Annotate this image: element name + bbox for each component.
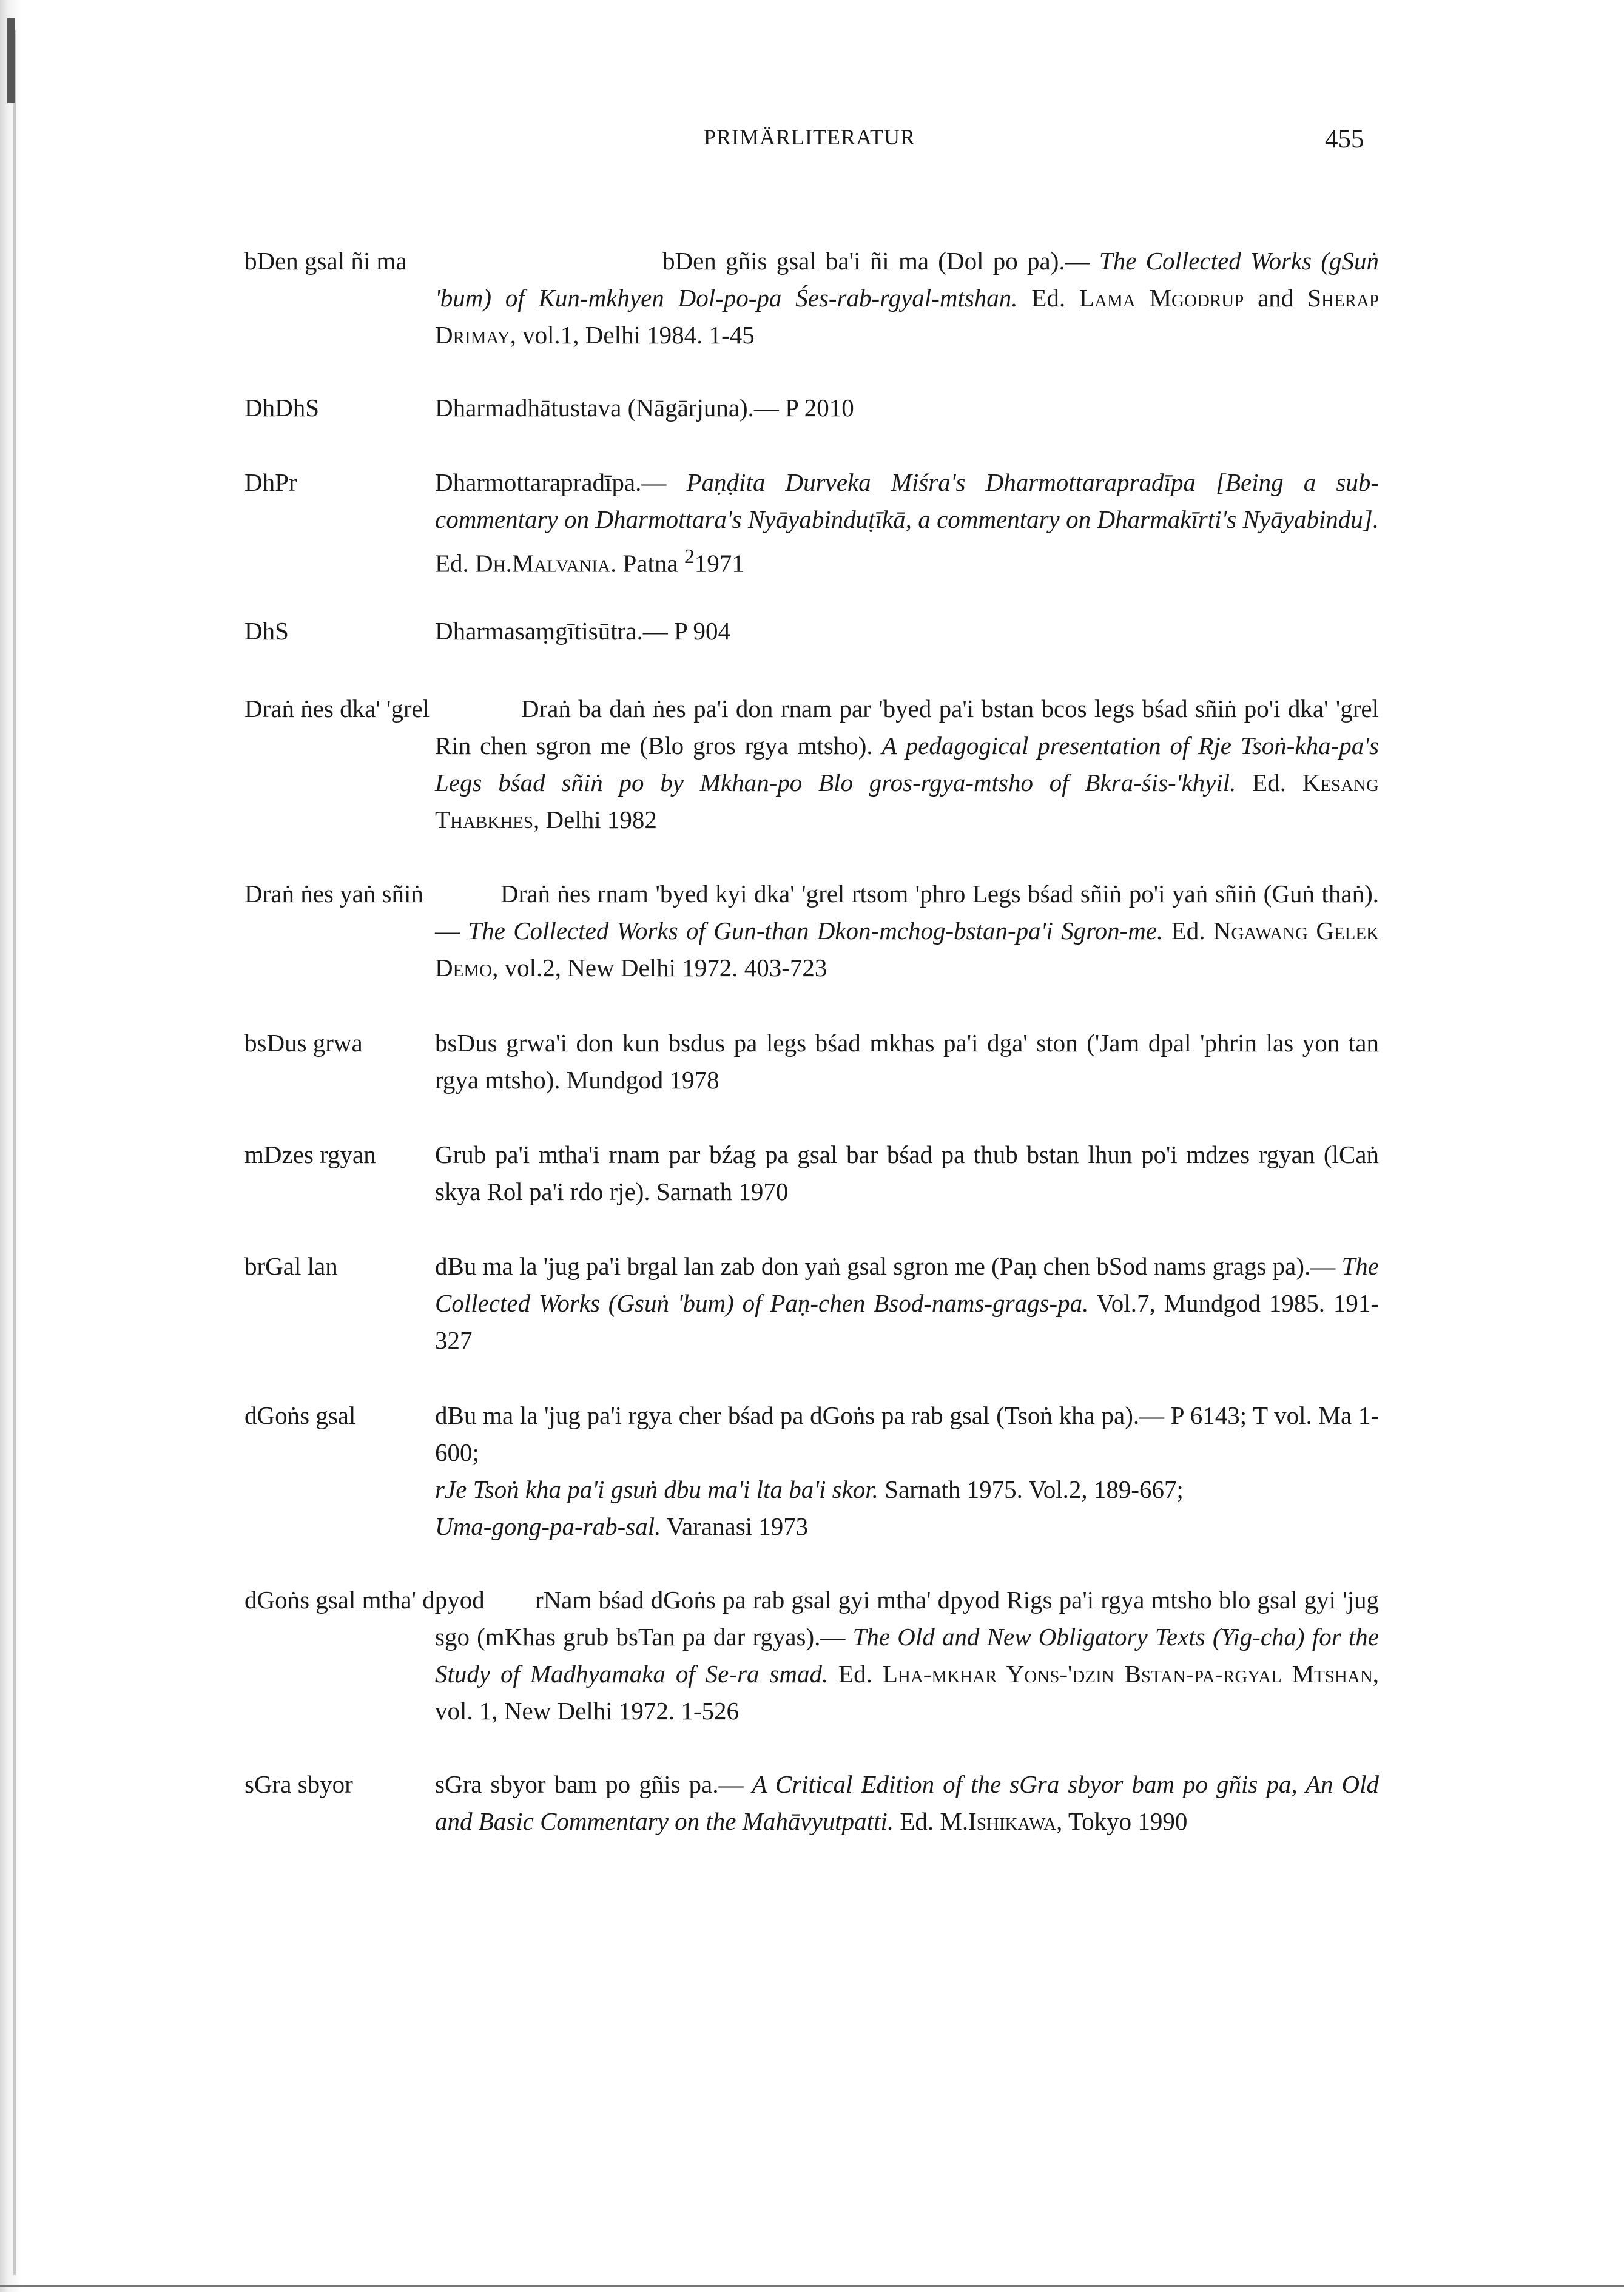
entry-title-italic: A pedagogical presentation of Rje Tsoṅ-kha-pa's Legs bśad sñiṅ po by Mkhan-po Blo gros-rgya-mtsho of Bkra-śis-'khyil. <box>435 732 1380 797</box>
entry-text: Sarnath 1975. Vol.2, 189-667; <box>878 1475 1184 1503</box>
entry-abbreviation: dGoṅs gsal mtha' dpyod <box>244 1586 485 1614</box>
bibliography-entry <box>244 464 1379 582</box>
entry-description <box>435 1766 1379 1840</box>
entry-text: Ed. <box>435 549 476 578</box>
entry-title-italic: The Collected Works of Gun-than Dkon-mchog-bstan-pa'i Sgron-me. <box>468 917 1164 945</box>
entry-text: dBu ma la 'jug pa'i brgal lan zab don yaṅ gsal sgron me (Paṇ chen bSod nams grags pa).— <box>435 1252 1342 1280</box>
entry-description <box>435 1025 1379 1099</box>
bibliography-entry <box>244 1582 1379 1730</box>
entry-description <box>435 613 1379 650</box>
entry-line <box>435 1471 1379 1508</box>
entry-text: Dharmadhātustava (Nāgārjuna).— P 2010 <box>435 394 854 422</box>
entry-text: . Patna <box>610 549 684 578</box>
entry-abbreviation: Draṅ ṅes yaṅ sñiṅ <box>244 880 423 908</box>
entry-abbreviation: DhDhS <box>244 394 320 422</box>
entry-text: Ed. <box>1017 284 1080 312</box>
entry-description <box>435 464 1379 582</box>
entry-abbreviation: DhPr <box>244 468 297 496</box>
entry-text: bDen gñis gsal ba'i ñi ma (Dol po pa).— <box>662 247 1099 275</box>
entry-text: and <box>1244 284 1308 312</box>
entry-abbreviation: mDzes rgyan <box>244 1141 376 1168</box>
binding-shadow <box>0 0 22 2292</box>
page-bottom-edge <box>0 2285 1624 2287</box>
entry-text: Varanasi 1973 <box>661 1512 809 1540</box>
entry-text: 2 <box>684 545 695 568</box>
entry-title-italic: rJe Tsoṅ kha pa'i gsuṅ dbu ma'i lta ba'i skor. <box>435 1475 878 1503</box>
entry-text: 1971 <box>694 549 744 578</box>
bibliography-entry <box>244 875 1379 986</box>
entry-text: sGra sbyor bam po gñis pa.— <box>435 1770 752 1798</box>
bibliography-entry <box>244 1248 1379 1359</box>
entry-title-italic: Uma-gong-pa-rab-sal. <box>435 1512 661 1540</box>
entry-title-italic: The Old and New Obligatory Texts (Yig-cha) for the Study of Madhyamaka of Se-ra smad. <box>435 1623 1379 1688</box>
entry-title-italic: The Collected Works (gSuṅ 'bum) of Kun-mkhyen Dol-po-pa Śes-rab-rgyal-mtshan. <box>435 247 1379 312</box>
entry-text: , Delhi 1982 <box>533 806 657 834</box>
entry-text: Ed. <box>1163 917 1213 945</box>
entry-editor-name: Ngawang Gelek Demo <box>435 917 1380 982</box>
bibliography-entry <box>244 243 1379 354</box>
entry-description <box>435 1397 1379 1545</box>
entry-description <box>435 1248 1379 1359</box>
entry-abbreviation: bsDus grwa <box>244 1029 363 1057</box>
entry-text: Vol.7, Mundgod 1985. 191-327 <box>435 1289 1379 1354</box>
bibliography-entry <box>244 1766 1379 1840</box>
entry-description <box>435 690 1379 838</box>
entry-editor-name: Sherap Drimay <box>435 284 1380 349</box>
entry-editor-name: Kesang Thabkhes <box>435 769 1379 834</box>
bibliography-entry <box>244 1397 1379 1545</box>
entry-text: dBu ma la 'jug pa'i rgya cher bśad pa dGoṅs pa rab gsal (Tsoṅ kha pa).— P 6143; T vol. Ma 1-600; <box>435 1401 1379 1466</box>
entry-abbreviation: Draṅ ṅes dka' 'grel <box>244 695 430 723</box>
entry-text: , vol.1, Delhi 1984. 1-45 <box>510 321 755 349</box>
entry-line <box>435 1508 1379 1545</box>
bibliography-entry <box>244 389 1379 426</box>
entry-title-italic: Paṇḍita Durveka Miśra's Dharmottarapradīpa [Being a sub-commentary on Dharmottara's Nyāyabinduṭīkā, a commentary on Dharmakīrti's Nyāyabindu]. <box>435 468 1379 533</box>
bibliography-entry <box>244 1025 1379 1099</box>
entry-editor-name: Dh.Malvania <box>475 549 610 578</box>
entry-line <box>435 1397 1379 1471</box>
entry-description <box>435 243 1379 354</box>
entry-text: Draṅ ṅes rnam 'byed kyi dka' 'grel rtsom 'phro Legs bśad sñiṅ po'i yaṅ sñiṅ (Guṅ thaṅ).— <box>435 880 1379 945</box>
entry-abbreviation: brGal lan <box>244 1252 338 1280</box>
entry-description <box>435 389 1379 426</box>
entry-editor-name: Lha-mkhar Yons-'dzin Bstan-pa-rgyal Mtshan <box>882 1660 1373 1688</box>
entry-text: Draṅ ba daṅ ṅes pa'i don rnam par 'byed pa'i bstan bcos legs bśad sñiṅ po'i dka' 'grel Rin chen sgron me (Blo gros rgya mtsho). <box>435 695 1379 760</box>
entry-text: Grub pa'i mtha'i rnam par bźag pa gsal bar bśad pa thub bstan lhun po'i mdzes rgyan (lCaṅ skya Rol pa'i rdo rje). Sarnath 1970 <box>435 1141 1379 1205</box>
entry-text: , Tokyo 1990 <box>1056 1807 1188 1835</box>
bibliography-entry <box>244 690 1379 838</box>
entry-description <box>435 1136 1379 1210</box>
entry-text: Ed. <box>828 1660 883 1688</box>
entry-title-italic: A Critical Edition of the sGra sbyor bam po gñis pa, An Old and Basic Commentary on the Mahāvyutpatti. <box>435 1770 1379 1835</box>
entry-abbreviation: dGoṅs gsal <box>244 1401 356 1429</box>
entry-description <box>435 1582 1379 1730</box>
entry-title-italic: The Collected Works (Gsuṅ 'bum) of Paṇ-chen Bsod-nams-grags-pa. <box>435 1252 1379 1317</box>
bibliography-entry <box>244 613 1379 650</box>
entry-text: Ed. <box>1236 769 1302 797</box>
bibliography-entry <box>244 1136 1379 1210</box>
entry-text: rNam bśad dGoṅs pa rab gsal gyi mtha' dpyod Rigs pa'i rgya mtsho blo gsal gyi 'jug sgo (mKhas grub bsTan pa dar rgyas).— <box>435 1586 1379 1651</box>
page-header <box>0 124 1624 161</box>
entry-editor-name: M.Ishikawa <box>940 1807 1057 1835</box>
binding-mark <box>7 18 15 103</box>
entry-abbreviation: bDen gsal ñi ma <box>244 247 407 275</box>
entry-text: Ed. <box>894 1807 940 1835</box>
entry-abbreviation: DhS <box>244 617 289 645</box>
entry-text: Dharmottarapradīpa.— <box>435 468 687 496</box>
entry-text: , vol.2, New Delhi 1972. 403-723 <box>492 954 827 982</box>
entry-abbreviation: sGra sbyor <box>244 1770 353 1798</box>
entry-text: Dharmasaṃgītisūtra.— P 904 <box>435 617 730 645</box>
running-title: PRIMÄRLITERATUR <box>704 125 916 149</box>
page-number: 455 <box>1325 125 1364 153</box>
entry-description <box>435 875 1379 986</box>
binding-edge <box>13 30 16 2275</box>
entry-editor-name: Lama Mgodrup <box>1079 284 1244 312</box>
entry-text: , vol. 1, New Delhi 1972. 1-526 <box>435 1660 1380 1725</box>
entry-text: bsDus grwa'i don kun bsdus pa legs bśad mkhas pa'i dga' ston ('Jam dpal 'phrin las yon tan rgya mtsho). Mundgod 1978 <box>435 1029 1379 1094</box>
